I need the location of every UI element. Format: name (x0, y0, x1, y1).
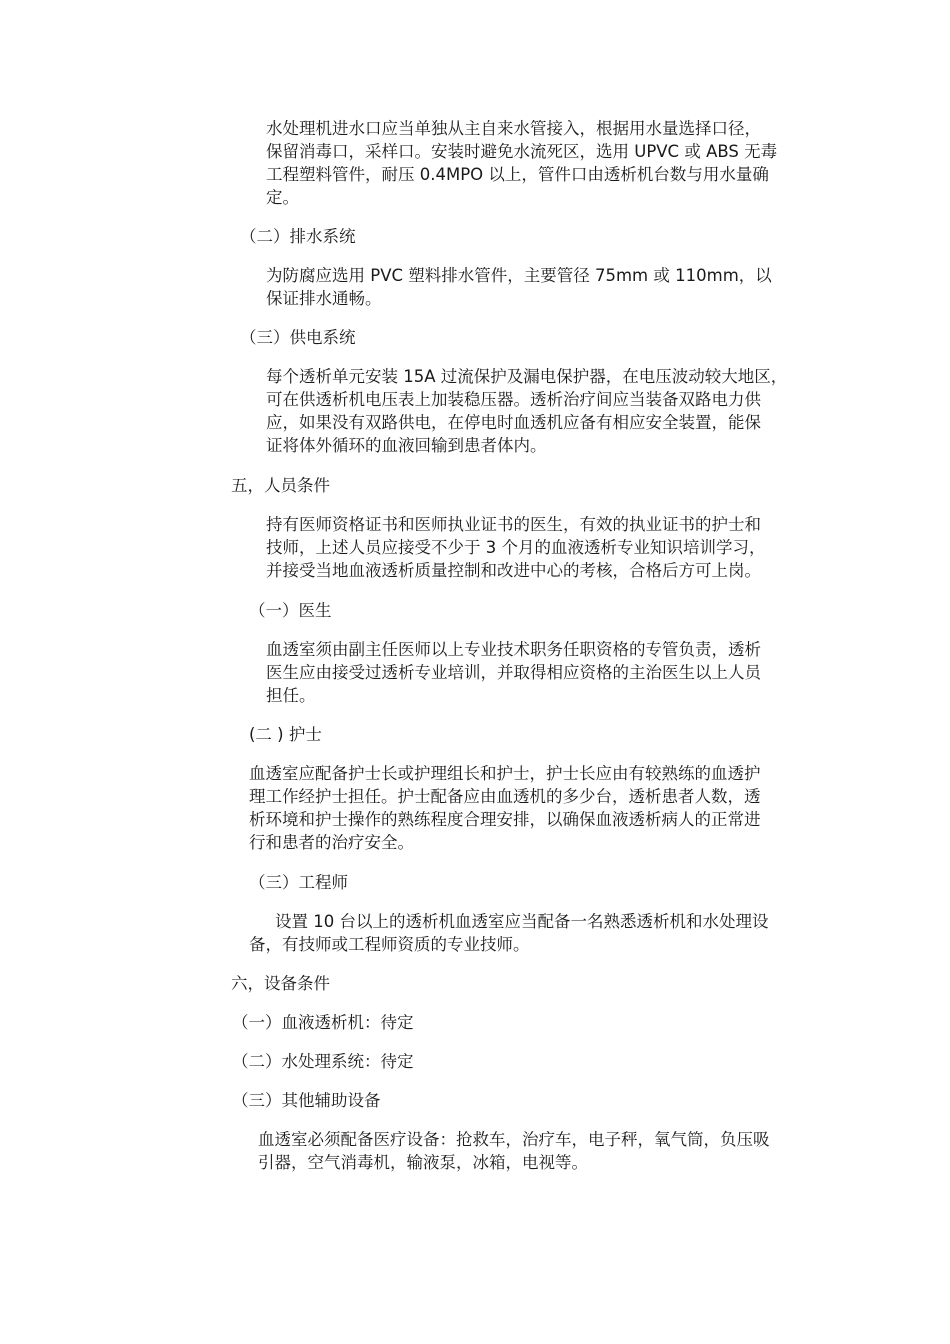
doctor-heading: （一）医生 (249, 601, 332, 620)
paragraph-line: 医生应由接受过透析专业培训，并取得相应资格的主治医生以上人员 (266, 663, 761, 682)
paragraph-line: 血透室必须配备医疗设备：抢救车，治疗车，电子秤，氧气筒，负压吸 (258, 1130, 770, 1149)
paragraph-line: 引器，空气消毒机，输液泵，冰箱，电视等。 (258, 1153, 588, 1172)
power-heading: （三）供电系统 (240, 328, 356, 347)
paragraph-line: 技师，上述人员应接受不少于 3 个月的血液透析专业知识培训学习， (266, 538, 766, 557)
paragraph-line: 理工作经护士担任。护士配备应由血透机的多少台，透析患者人数，透 (249, 787, 761, 806)
paragraph-line: 析环境和护士操作的熟练程度合理安排，以确保血液透析病人的正常进 (249, 810, 761, 829)
paragraph-line: 担任。 (266, 686, 316, 705)
paragraph-line: 行和患者的治疗安全。 (249, 833, 414, 852)
equipment-item-auxiliary: （三）其他辅助设备 (232, 1091, 381, 1110)
paragraph-line: 血透室须由副主任医师以上专业技术职务任职资格的专管负责，透析 (266, 640, 761, 659)
paragraph-line: 可在供透析机电压表上加装稳压器。透析治疗间应当装备双路电力供 (266, 390, 761, 409)
drainage-heading: （二）排水系统 (240, 227, 356, 246)
paragraph-line: 定。 (266, 188, 299, 207)
paragraph-line: 水处理机进水口应当单独从主自来水管接入，根据用水量选择口径， (266, 119, 761, 138)
engineer-heading: （三）工程师 (249, 873, 348, 892)
paragraph-line: 设置 10 台以上的透析机血透室应当配备一名熟悉透析机和水处理设 (275, 912, 769, 931)
paragraph-line: 应，如果没有双路供电，在停电时血透机应备有相应安全装置，能保 (266, 413, 761, 432)
paragraph-line: 备，有技师或工程师资质的专业技师。 (249, 935, 530, 954)
equipment-item-water-treatment: （二）水处理系统：待定 (232, 1052, 414, 1071)
paragraph-line: 血透室应配备护士长或护理组长和护士，护士长应由有较熟练的血透护 (249, 764, 761, 783)
paragraph-line: 保留消毒口，采样口。安装时避免水流死区，选用 UPVC 或 ABS 无毒 (266, 142, 778, 161)
section6-heading: 六，设备条件 (231, 974, 330, 993)
section5-heading: 五，人员条件 (231, 476, 330, 495)
paragraph-line: 保证排水通畅。 (266, 289, 382, 308)
paragraph-line: 每个透析单元安装 15A 过流保护及漏电保护器，在电压波动较大地区， (266, 367, 788, 386)
nurse-heading: (二 ) 护士 (249, 725, 322, 744)
paragraph-line: 工程塑料管件，耐压 0.4MPO 以上，管件口由透析机台数与用水量确 (266, 165, 769, 184)
paragraph-line: 持有医师资格证书和医师执业证书的医生，有效的执业证书的护士和 (266, 515, 761, 534)
paragraph-line: 为防腐应选用 PVC 塑料排水管件，主要管径 75mm 或 110mm，以 (266, 266, 772, 285)
equipment-item-dialysis: （一）血液透析机：待定 (232, 1013, 414, 1032)
paragraph-line: 并接受当地血液透析质量控制和改进中心的考核，合格后方可上岗。 (266, 561, 761, 580)
paragraph-line: 证将体外循环的血液回输到患者体内。 (266, 436, 547, 455)
